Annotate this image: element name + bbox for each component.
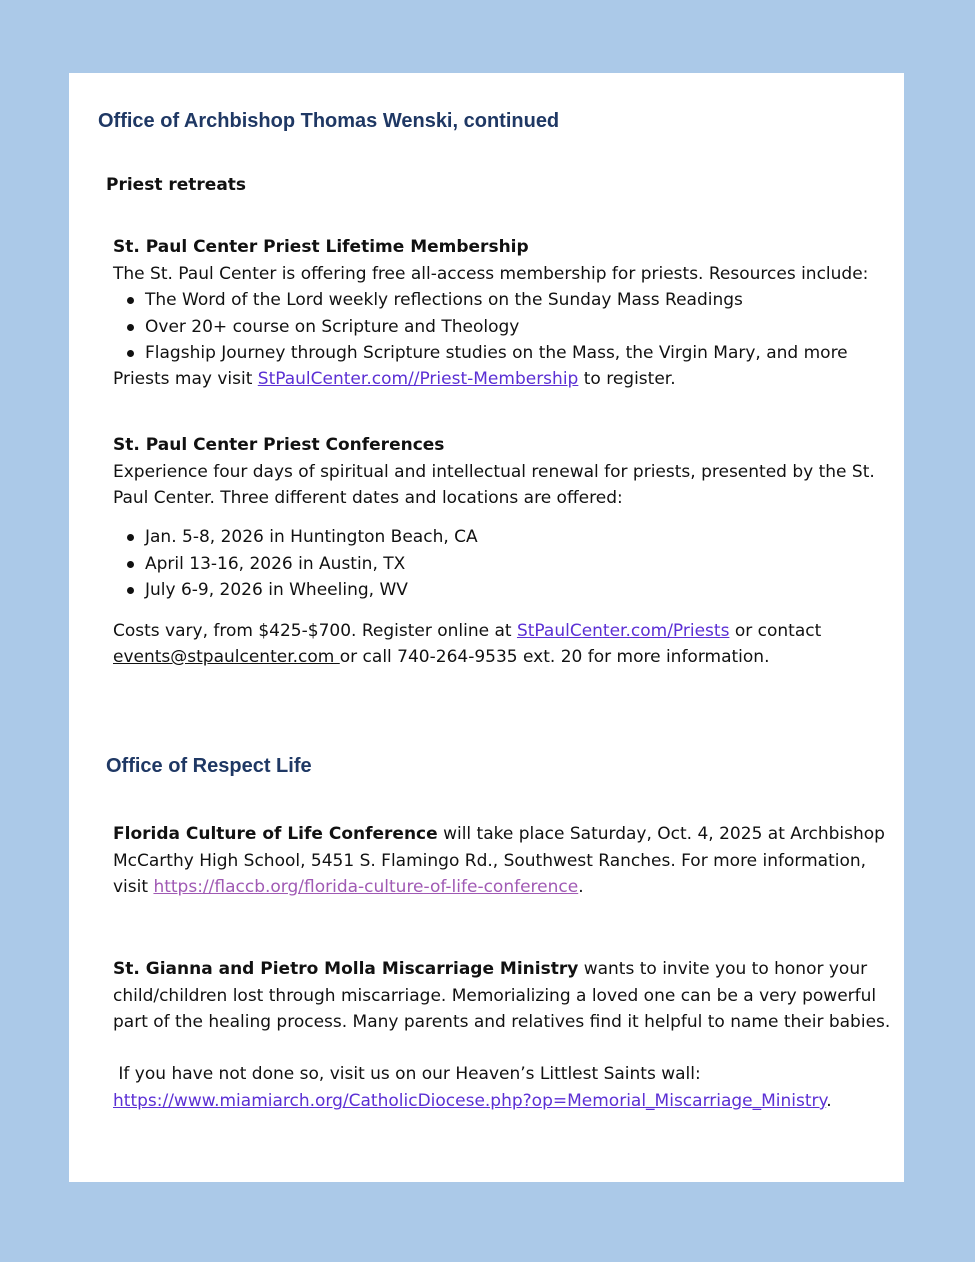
- culture-of-life-title: Florida Culture of Life Conference: [113, 824, 438, 844]
- priests-register-link[interactable]: StPaulCenter.com/Priests: [516, 621, 730, 641]
- subheading-priest-retreats: Priest retreats: [106, 175, 247, 195]
- membership-title: St. Paul Center Priest Lifetime Membership: [113, 237, 529, 257]
- conferences-intro-line1: Experience four days of spiritual and intellectual renewal for priests, presented by the St.: [113, 462, 875, 482]
- culture-of-life-line2: McCarthy High School, 5451 S. Flamingo Rd., Southwest Ranches. For more information,: [113, 851, 867, 871]
- membership-resource-list: [113, 287, 848, 367]
- conferences-contact-line: events@stpaulcenter.com or call 740-264-9535 ext. 20 for more information.: [113, 647, 770, 667]
- list-item: Flagship Journey through Scripture studies on the Mass, the Virgin Mary, and more: [113, 340, 848, 367]
- list-item: July 6-9, 2026 in Wheeling, WV: [113, 577, 478, 604]
- memorial-miscarriage-ministry-link[interactable]: https://www.miamiarch.org/CatholicDiocese.php?op=Memorial_Miscarriage_Ministry: [113, 1091, 827, 1111]
- culture-of-life-line1: Florida Culture of Life Conference will take place Saturday, Oct. 4, 2025 at Archbishop: [113, 824, 885, 844]
- culture-of-life-link[interactable]: https://flaccb.org/florida-culture-of-life-conference: [153, 877, 579, 897]
- miscarriage-line3: part of the healing process. Many parents and relatives find it helpful to name their babies.: [113, 1012, 891, 1032]
- miscarriage-line1: St. Gianna and Pietro Molla Miscarriage Ministry wants to invite you to honor your: [113, 959, 868, 979]
- miscarriage-line2: child/children lost through miscarriage. Memorializing a loved one can be a very powerful: [113, 986, 877, 1006]
- miscarriage-ministry-title: St. Gianna and Pietro Molla Miscarriage Ministry: [113, 959, 579, 979]
- littlest-saints-wall-text: If you have not done so, visit us on our Heaven’s Littlest Saints wall:: [113, 1064, 701, 1084]
- conferences-costs-line: Costs vary, from $425-$700. Register online at StPaulCenter.com/Priests or contact: [113, 621, 822, 641]
- conferences-title: St. Paul Center Priest Conferences: [113, 435, 445, 455]
- conferences-intro-line2: Paul Center. Three different dates and locations are offered:: [113, 488, 623, 508]
- littlest-saints-wall-line: https://www.miamiarch.org/CatholicDiocese.php?op=Memorial_Miscarriage_Ministry.: [113, 1091, 832, 1111]
- document-page: [69, 73, 904, 1182]
- membership-intro: The St. Paul Center is offering free all-access membership for priests. Resources include:: [113, 264, 869, 284]
- events-email-link[interactable]: events@stpaulcenter.com: [113, 647, 340, 667]
- section-heading-archbishop: Office of Archbishop Thomas Wenski, continued: [98, 110, 560, 132]
- conference-dates-list: [113, 524, 478, 604]
- section-heading-respect-life: Office of Respect Life: [106, 755, 312, 777]
- list-item: Over 20+ course on Scripture and Theology: [113, 314, 848, 341]
- culture-of-life-line3: visit https://flaccb.org/florida-culture-of-life-conference.: [113, 877, 584, 897]
- priest-membership-link[interactable]: StPaulCenter.com//Priest-Membership: [257, 369, 579, 389]
- list-item: Jan. 5-8, 2026 in Huntington Beach, CA: [113, 524, 478, 551]
- list-item: The Word of the Lord weekly reflections on the Sunday Mass Readings: [113, 287, 848, 314]
- list-item: April 13-16, 2026 in Austin, TX: [113, 551, 478, 578]
- membership-register-line: Priests may visit StPaulCenter.com//Priest-Membership to register.: [113, 369, 676, 389]
